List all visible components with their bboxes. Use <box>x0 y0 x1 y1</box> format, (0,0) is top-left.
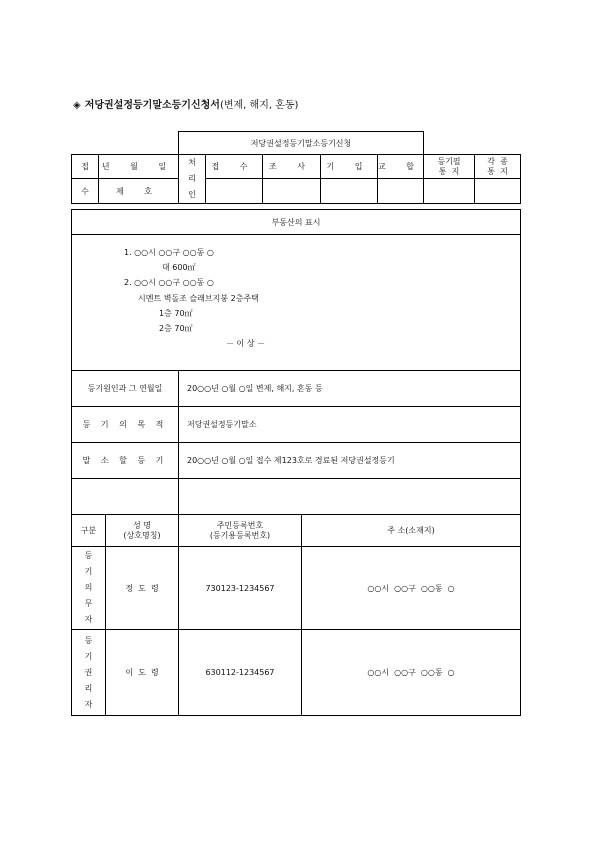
receipt-table <box>71 131 521 204</box>
no-label: 제 호 <box>99 179 179 204</box>
property-description <box>72 235 521 371</box>
property-line-3: 2. ○○시 ○○구 ○○동 ○ <box>124 278 214 288</box>
blank-value[interactable] <box>179 479 521 515</box>
property-header: 부동산의 표시 <box>72 210 521 235</box>
cancel-registration-value[interactable]: 20○○년 ○월 ○일 접수 제123호로 경료된 저당권설정등기 <box>179 443 521 479</box>
main-table <box>71 209 521 716</box>
su-label: 수 <box>72 179 99 204</box>
processing-label: 처 리 인 <box>179 155 206 204</box>
property-line-7: － 이 상 － <box>226 339 266 349</box>
review-cell[interactable] <box>263 179 321 204</box>
purpose-value[interactable]: 저당권설정등기말소 <box>179 407 521 443</box>
document-title <box>73 96 298 111</box>
col-check: 교 합 <box>378 155 424 179</box>
property-line-6: 2층 70㎡ <box>159 324 193 334</box>
property-line-1: 1. ○○시 ○○구 ○○동 ○ <box>124 248 214 257</box>
id-header: 주민등록번호 (등기용등록번호) <box>179 515 302 547</box>
property-line-5: 1층 70㎡ <box>159 308 193 318</box>
jeop-label: 접 <box>72 155 99 179</box>
obligee-id[interactable]: 630112-1234567 <box>179 630 302 716</box>
obligor-role: 등 기 의 무 자 <box>72 547 106 630</box>
obligee-role: 등 기 권 리 자 <box>72 630 106 716</box>
check-cell[interactable] <box>378 179 424 204</box>
cause-value[interactable]: 20○○년 ○월 ○일 변제, 해지, 혼동 등 <box>179 371 521 407</box>
col-receipt: 접 수 <box>206 155 263 179</box>
obligee-address[interactable]: ○○시 ○○구 ○○동 ○ <box>302 630 521 716</box>
obligee-name[interactable]: 이 도 령 <box>106 630 179 716</box>
col-review: 조 사 <box>263 155 321 179</box>
property-line-4: 시멘트 벽돌조 슬래브지붕 2층주택 <box>138 293 259 303</box>
notify-complete-cell[interactable] <box>424 179 475 204</box>
entry-cell[interactable] <box>321 179 378 204</box>
property-line-2: 대 600㎡ <box>162 263 196 273</box>
title-main: 저당권설정등기말소등기신청서 <box>84 100 220 111</box>
cause-label: 등기원인과 그 연월일 <box>72 371 179 407</box>
diamond-bullet-icon: ◈ <box>73 100 81 111</box>
cancel-registration-label: 말 소 할 등 기 <box>72 443 179 479</box>
obligor-address[interactable]: ○○시 ○○구 ○○동 ○ <box>302 547 521 630</box>
date-label: 년 월 일 <box>99 155 179 179</box>
obligor-name[interactable]: 정 도 령 <box>106 547 179 630</box>
gubun-header: 구분 <box>72 515 106 547</box>
col-notify-complete: 등기필 통 지 <box>424 155 475 179</box>
purpose-label: 등 기 의 목 적 <box>72 407 179 443</box>
address-header: 주 소(소재지) <box>302 515 521 547</box>
col-notify-each: 각 종 통 지 <box>475 155 521 179</box>
title-sub: (변제, 해지, 혼동) <box>219 100 299 111</box>
notify-each-cell[interactable] <box>475 179 521 204</box>
receipt-header: 저당권설정등기말소등기신청 <box>179 132 424 155</box>
obligor-id[interactable]: 730123-1234567 <box>179 547 302 630</box>
name-header: 성 명 (상호명칭) <box>106 515 179 547</box>
receipt-cell[interactable] <box>206 179 263 204</box>
blank-label <box>72 479 179 515</box>
col-entry: 기 입 <box>321 155 378 179</box>
